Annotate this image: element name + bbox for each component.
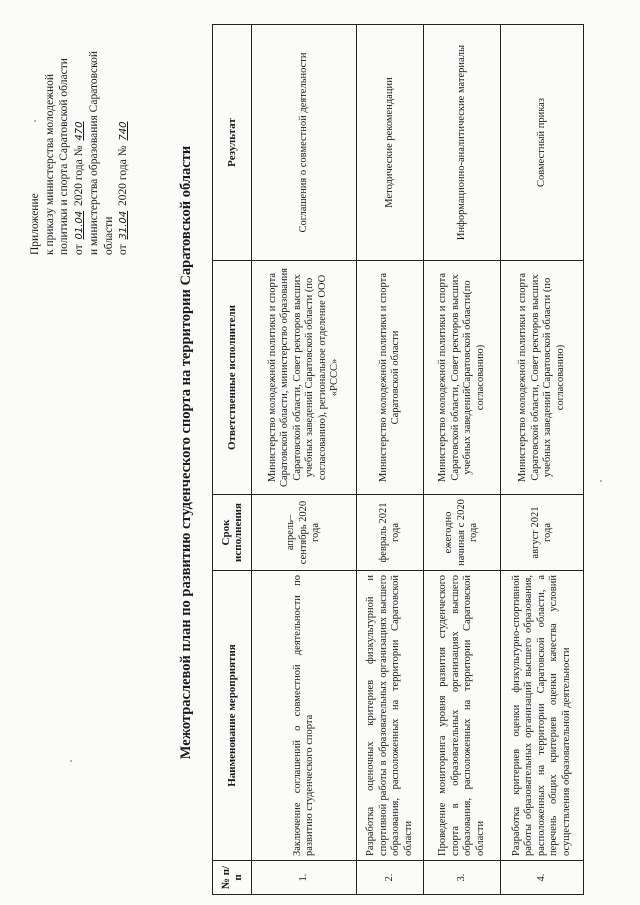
appendix-line: области: [102, 216, 115, 255]
table-row: [424, 25, 501, 895]
header-name: Наименование мероприятия: [213, 571, 252, 861]
handwritten-number: 470: [73, 121, 85, 141]
cell-num: 4.: [501, 861, 584, 895]
document-title: Межотраслевой план по развитию студенческого спорта на территории Саратовской области: [178, 145, 194, 760]
appendix-line: Приложение: [29, 193, 41, 255]
cell-num: 1.: [252, 861, 357, 895]
appendix-from: от: [72, 244, 85, 255]
handwritten-date: 31.04: [118, 210, 129, 240]
header-responsible: Ответственные исполнители: [213, 261, 252, 495]
cell-name: Проведение мониторинга уровня развития студенческого спорта в образовательных организациях высшего образования, расположенных на территории Саратовской области: [424, 571, 501, 861]
header-result: Результат: [213, 25, 252, 261]
table-header-row: [213, 25, 252, 895]
appendix-from: от: [117, 244, 129, 255]
appendix-block: [28, 25, 132, 255]
header-num: № п/п: [213, 861, 252, 895]
appendix-year-no: 2020 года №: [72, 145, 85, 206]
appendix-date-line: [72, 25, 88, 255]
cell-name: Разработка критериев оценки физкультурно-спортивной работы образовательных организаций высшего образования, расположенных на территории Саратовской области, а перечень общих критериев оценки качества условий осуществления образовательной деятельности: [501, 571, 584, 861]
cell-responsible: Министерство молодежной политики и спорта Саратовской области: [357, 261, 424, 495]
cell-term: апрель–сентябрь 2020 года: [252, 495, 357, 571]
cell-num: 2.: [357, 861, 424, 895]
table-row: [357, 25, 424, 895]
cell-term: ежегодно начиная с 2020 года: [424, 495, 501, 571]
cell-result: Совместный приказ: [501, 25, 584, 261]
appendix-date-line: [116, 25, 132, 255]
cell-term: февраль 2021 года: [357, 495, 424, 571]
cell-responsible: Министерство молодежной политики и спорта Саратовской области, министерство образования Саратовской области, Совет ректоров высших учебных заведений Саратовской области (по согласованию), региональное отделение ООО «РССС»: [252, 261, 357, 495]
table-row: [501, 25, 584, 895]
header-term: Срок исполнения: [213, 495, 252, 571]
cell-responsible: Министерство молодежной политики и спорта Саратовской области, Совет ректоров высших учебных заведенийСаратовской области(по согласованию): [424, 261, 501, 495]
cell-name: Заключение соглашений о совместной деятельности по развитию студенческого спорта: [252, 571, 357, 861]
appendix-year-no: 2020 года №: [117, 145, 129, 206]
cell-result: Информационно-аналитические материалы: [424, 25, 501, 261]
handwritten-number: 740: [118, 121, 129, 141]
plan-table: [212, 24, 584, 895]
cell-result: Методические рекомендации: [357, 25, 424, 261]
cell-num: 3.: [424, 861, 501, 895]
cell-term: август 2021 года: [501, 495, 584, 571]
cell-result: Соглашения о совместной деятельности: [252, 25, 357, 261]
appendix-line: к приказу министерства молодежной: [43, 73, 56, 255]
appendix-line: политики и спорта Саратовской области: [58, 58, 70, 255]
table-row: [252, 25, 357, 895]
cell-name: Разработка оценочных критериев физкультурной и спортивной работы в образовательных организациях высшего образования, расположенных на территории Саратовской области: [357, 571, 424, 861]
handwritten-date: 01.04: [73, 210, 85, 240]
cell-responsible: Министерство молодежной политики и спорта Саратовской области, Совет ректоров высших учебных заведений Саратовской области (по согласованию): [501, 261, 584, 495]
appendix-line: и министерства образования Саратовской: [88, 50, 100, 255]
